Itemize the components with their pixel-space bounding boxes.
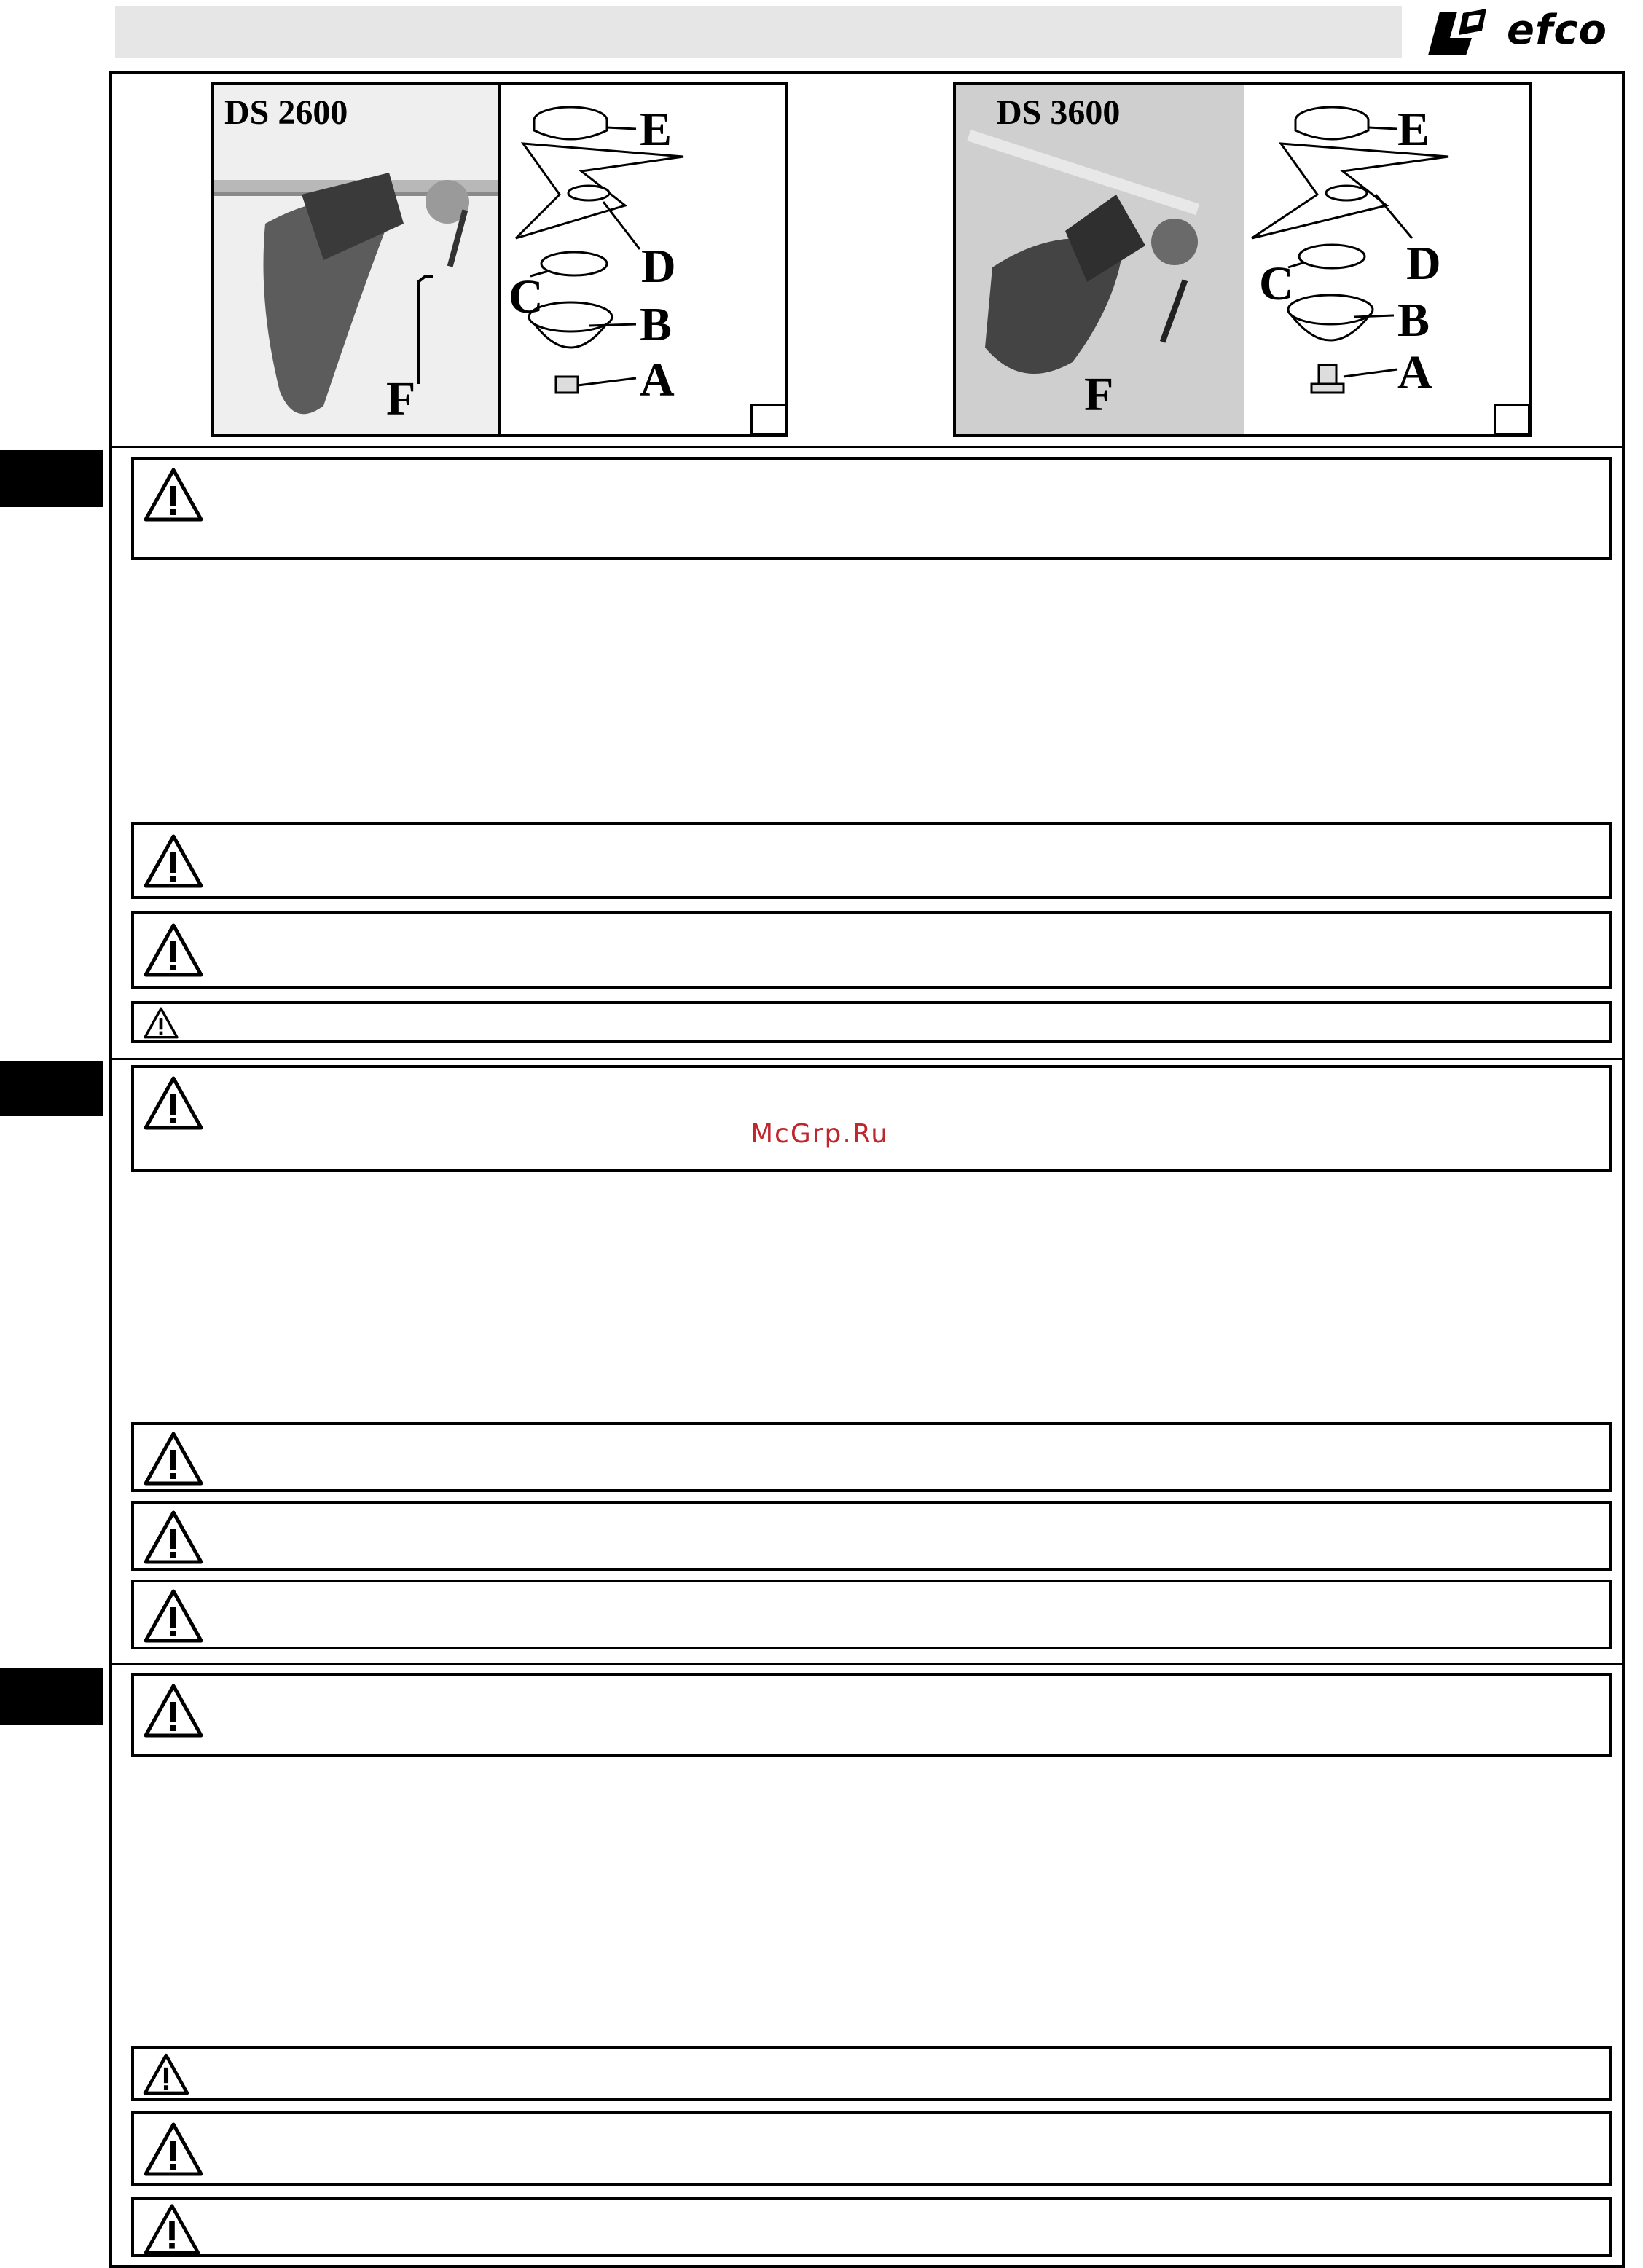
warning-triangle-icon — [143, 833, 204, 889]
warning-box — [131, 822, 1612, 899]
exploded-diagram — [1244, 85, 1529, 434]
warning-triangle-icon — [143, 2122, 204, 2177]
warning-triangle-icon — [143, 1510, 204, 1565]
section-tab — [0, 1061, 103, 1116]
warning-triangle-icon — [143, 1588, 204, 1644]
warning-box — [131, 457, 1612, 560]
section-divider — [112, 1663, 1622, 1665]
warning-triangle-icon — [143, 2203, 201, 2256]
warning-triangle-icon — [143, 1007, 179, 1039]
figure-title: DS 3600 — [997, 93, 1121, 132]
warning-box — [131, 1422, 1612, 1492]
warning-triangle-icon — [143, 1683, 204, 1738]
trimmer-photo — [214, 85, 501, 434]
warning-triangle-icon — [143, 1431, 204, 1486]
section-divider — [112, 446, 1622, 448]
part-label-e: E — [640, 103, 673, 156]
warning-box — [131, 2197, 1612, 2257]
brand-logo — [1421, 6, 1632, 58]
watermark-text: McGrp.Ru — [750, 1119, 890, 1149]
part-label-c: C — [1259, 257, 1294, 310]
warning-box — [131, 2046, 1612, 2101]
section-tab — [0, 1668, 103, 1725]
section-divider — [112, 1058, 1622, 1060]
figure-ds3600 — [953, 82, 1532, 437]
brand-name: efco — [1507, 7, 1608, 54]
part-label-d: D — [1406, 237, 1441, 290]
warning-triangle-icon — [143, 467, 204, 522]
part-label-e: E — [1397, 103, 1430, 156]
warning-triangle-icon — [143, 922, 204, 978]
figure-number-box — [750, 404, 787, 436]
part-label-c: C — [509, 270, 544, 323]
warning-box — [131, 1501, 1612, 1571]
header-bar — [115, 6, 1402, 58]
part-label-f: F — [386, 372, 416, 425]
warning-triangle-icon — [143, 2053, 189, 2095]
part-label-b: B — [1397, 294, 1430, 347]
warning-box — [131, 1065, 1612, 1172]
part-label-d: D — [641, 240, 676, 293]
part-label-a: A — [640, 353, 675, 407]
warning-box — [131, 911, 1612, 989]
trimmer-photo — [956, 85, 1244, 434]
efco-emblem-icon — [1421, 6, 1501, 58]
part-label-a: A — [1397, 346, 1432, 399]
exploded-diagram — [501, 85, 785, 434]
part-label-f: F — [1084, 368, 1114, 421]
warning-box — [131, 2111, 1612, 2186]
warning-box — [131, 1001, 1612, 1043]
figure-title: DS 2600 — [224, 93, 348, 132]
figure-number-box — [1494, 404, 1530, 436]
section-tab — [0, 450, 103, 507]
warning-box — [131, 1673, 1612, 1757]
warning-box — [131, 1580, 1612, 1649]
figure-ds2600 — [211, 82, 788, 437]
part-label-b: B — [640, 298, 673, 351]
warning-triangle-icon — [143, 1075, 204, 1131]
